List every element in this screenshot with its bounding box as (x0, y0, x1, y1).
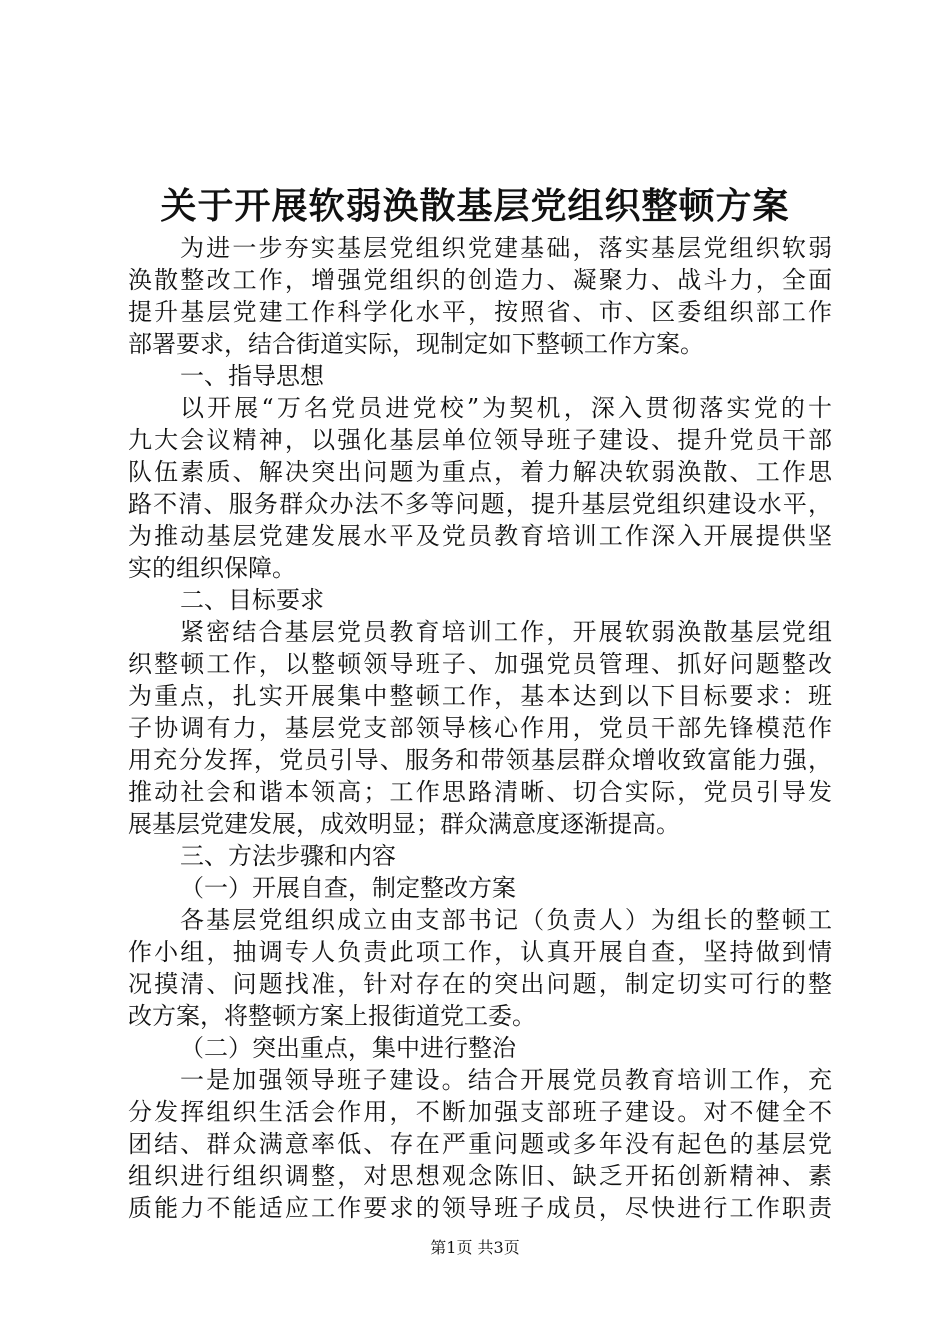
text-line: 为重点，扎实开展集中整顿工作，基本达到以下目标要求：班 (128, 682, 832, 710)
text-line: 提升基层党建工作科学化水平，按照省、市、区委组织部工作 (128, 298, 832, 326)
document-body (128, 232, 832, 1224)
text-line: 子协调有力，基层党支部领导核心作用，党员干部先锋模范作 (128, 714, 832, 742)
text-line: 推动社会和谐本领高；工作思路清晰、切合实际，党员引导发 (128, 778, 832, 806)
text-line: 路不清、服务群众办法不多等问题，提升基层党组织建设水平， (128, 490, 832, 518)
section-heading: 三、方法步骤和内容 (180, 842, 396, 870)
text-line: 质能力不能适应工作要求的领导班子成员，尽快进行工作职责 (128, 1194, 832, 1222)
text-line: 九大会议精神，以强化基层单位领导班子建设、提升党员干部 (128, 426, 832, 454)
text-line: 团结、群众满意率低、存在严重问题或多年没有起色的基层党 (128, 1130, 832, 1158)
text-line: 组织进行组织调整，对思想观念陈旧、缺乏开拓创新精神、素 (128, 1162, 832, 1190)
subsection-heading: （二）突出重点，集中进行整治 (180, 1034, 516, 1062)
text-line: 改方案，将整顿方案上报街道党工委。 (128, 1002, 536, 1030)
text-line: 实的组织保障。 (128, 554, 296, 582)
text-line: 为推动基层党建发展水平及党员教育培训工作深入开展提供坚 (128, 522, 832, 550)
text-line: 一是加强领导班子建设。结合开展党员教育培训工作，充 (180, 1066, 832, 1094)
text-line: 分发挥组织生活会作用，不断加强支部班子建设。对不健全不 (128, 1098, 832, 1126)
text-line: 以开展“万名党员进党校”为契机，深入贯彻落实党的十 (180, 394, 832, 422)
document-title: 关于开展软弱涣散基层党组织整顿方案 (160, 185, 790, 227)
text-line: 紧密结合基层党员教育培训工作，开展软弱涣散基层党组 (180, 618, 832, 646)
text-line: 部署要求，结合街道实际，现制定如下整顿工作方案。 (128, 330, 704, 358)
text-line: 织整顿工作，以整顿领导班子、加强党员管理、抓好问题整改 (128, 650, 832, 678)
section-heading: 一、指导思想 (180, 362, 324, 390)
text-line: 况摸清、问题找准，针对存在的突出问题，制定切实可行的整 (128, 970, 832, 998)
text-line: 为进一步夯实基层党组织党建基础，落实基层党组织软弱 (180, 234, 832, 262)
subsection-heading: （一）开展自查，制定整改方案 (180, 874, 516, 902)
section-heading: 二、目标要求 (180, 586, 324, 614)
text-line: 展基层党建发展，成效明显；群众满意度逐渐提高。 (128, 810, 680, 838)
text-line: 各基层党组织成立由支部书记（负责人）为组长的整顿工 (180, 906, 832, 934)
page-footer: 第1页 共3页 (430, 1238, 520, 1257)
text-line: 涣散整改工作，增强党组织的创造力、凝聚力、战斗力，全面 (128, 266, 832, 294)
text-line: 作小组，抽调专人负责此项工作，认真开展自查，坚持做到情 (128, 938, 832, 966)
text-line: 用充分发挥，党员引导、服务和带领基层群众增收致富能力强， (128, 746, 832, 774)
text-line: 队伍素质、解决突出问题为重点，着力解决软弱涣散、工作思 (128, 458, 832, 486)
